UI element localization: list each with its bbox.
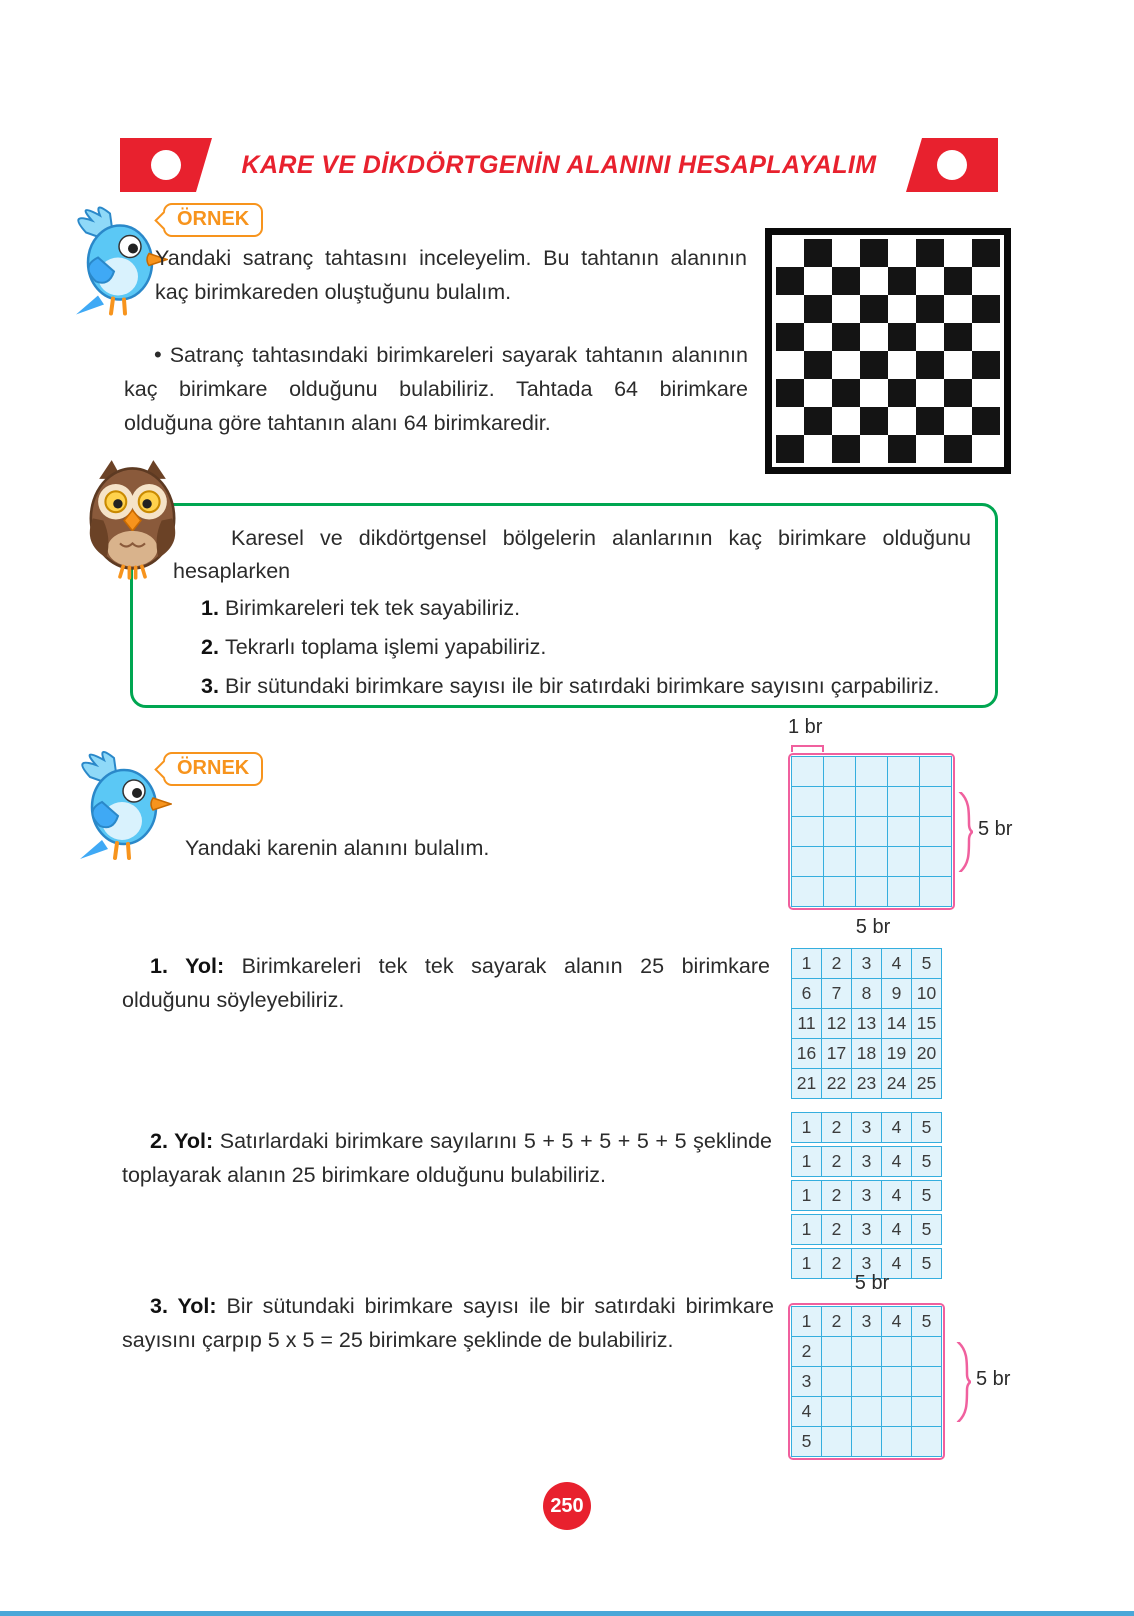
grid-cell: 1 (791, 1112, 822, 1143)
grid-cell (776, 351, 804, 379)
method3-title: 3. Yol: (150, 1294, 217, 1318)
grid-cell: 4 (881, 1248, 912, 1279)
grid-cell (832, 435, 860, 463)
grid-cell: 8 (851, 978, 882, 1009)
grid-cell: 3 (851, 948, 882, 979)
grid-row (791, 876, 952, 907)
grid-cell (881, 1366, 912, 1397)
grid-cell: 2 (821, 948, 852, 979)
grid-cell (832, 267, 860, 295)
grid-cell (855, 876, 888, 907)
grid-cell: 25 (911, 1068, 942, 1099)
grid-cell (832, 323, 860, 351)
grid-row (791, 1008, 942, 1039)
grid-cell (791, 756, 824, 787)
grid-row (791, 1306, 942, 1337)
grid-cell (887, 756, 920, 787)
grid-row (776, 295, 1000, 323)
grid-cell (944, 407, 972, 435)
method2-text: Satırlardaki birimkare sayılarını 5 + 5 + 5 + 5 + 5 şeklinde toplayarak alanın 25 birimkare olduğunu bulabiliriz. (122, 1129, 772, 1187)
grid-cell: 7 (821, 978, 852, 1009)
grid-cell (860, 435, 888, 463)
grid-row (791, 948, 942, 979)
chapter-banner (120, 138, 998, 192)
grid-cell: 17 (821, 1038, 852, 1069)
grid-cell: 3 (851, 1248, 882, 1279)
grid-cell (881, 1426, 912, 1457)
grid-cell (821, 1336, 852, 1367)
grid-cell (944, 323, 972, 351)
grid-cell: 3 (851, 1146, 882, 1177)
unit-label-1br: 1 br (788, 716, 823, 738)
grid-cell (791, 816, 824, 847)
grid-row (791, 1336, 942, 1367)
item-text: Birimkareleri tek tek sayabiliriz. (224, 595, 521, 620)
grid-cell (776, 435, 804, 463)
grid-cell (911, 1426, 942, 1457)
grid-cell: 16 (791, 1038, 822, 1069)
page-bottom-edge (0, 1611, 1134, 1616)
method1-paragraph (122, 950, 770, 1018)
grid-cell (855, 816, 888, 847)
grid-cell (860, 407, 888, 435)
grid-cell (888, 295, 916, 323)
grid-cell (776, 267, 804, 295)
grid-cell: 5 (911, 1306, 942, 1337)
info-box (130, 503, 998, 708)
item-number: 3. (201, 673, 219, 698)
grid-cell (791, 786, 824, 817)
grid-cell (919, 756, 952, 787)
grid-cell: 1 (791, 1214, 822, 1245)
grid-cell (972, 323, 1000, 351)
method1-numbered-grid (791, 948, 942, 1099)
grid-cell (776, 295, 804, 323)
grid-cell: 18 (851, 1038, 882, 1069)
grid-row (791, 1426, 942, 1457)
grid-cell (804, 379, 832, 407)
method2-row-grid (791, 1112, 942, 1279)
grid-row (791, 1112, 942, 1143)
item-number: 2. (201, 634, 219, 659)
grid-cell: 1 (791, 1146, 822, 1177)
right-brace-icon (956, 1342, 972, 1427)
grid-cell: 5 (791, 1426, 822, 1457)
grid-row (791, 756, 952, 787)
grid-cell: 1 (791, 1248, 822, 1279)
grid-cell: 12 (821, 1008, 852, 1039)
grid-row (791, 1068, 942, 1099)
grid-cell: 1 (791, 1180, 822, 1211)
banner-right-circle-icon (937, 150, 967, 180)
grid-row (791, 1180, 942, 1211)
grid-cell (916, 435, 944, 463)
grid-cell (821, 1366, 852, 1397)
grid-cell (823, 816, 856, 847)
grid-cell: 3 (791, 1366, 822, 1397)
banner-left-cap (120, 138, 212, 192)
unit-label-5br-right: 5 br (978, 818, 1013, 840)
grid-cell (888, 351, 916, 379)
grid-row (776, 407, 1000, 435)
grid-cell: 5 (911, 1214, 942, 1245)
grid-cell (888, 323, 916, 351)
grid-cell (944, 295, 972, 323)
grid-cell: 15 (911, 1008, 942, 1039)
grid-cell (776, 379, 804, 407)
grid-cell (919, 846, 952, 877)
grid-cell: 2 (821, 1180, 852, 1211)
unit-label-5br-bottom: 5 br (855, 916, 891, 938)
grid-cell (823, 786, 856, 817)
ornek-badge (163, 752, 263, 786)
example2-text: Yandaki karenin alanını bulalım. (185, 836, 490, 860)
method2-title: 2. Yol: (150, 1129, 214, 1153)
grid-cell (855, 846, 888, 877)
grid-cell: 19 (881, 1038, 912, 1069)
grid-row (791, 978, 942, 1009)
grid-cell (919, 786, 952, 817)
grid-cell (823, 876, 856, 907)
method3-square-frame (788, 1303, 945, 1460)
grid-cell (832, 351, 860, 379)
grid-cell (911, 1396, 942, 1427)
grid-cell (851, 1336, 882, 1367)
grid-cell: 4 (881, 1180, 912, 1211)
grid-cell (804, 407, 832, 435)
grid-cell (860, 239, 888, 267)
grid-row (776, 351, 1000, 379)
grid-cell (888, 267, 916, 295)
item-text: Bir sütundaki birimkare sayısı ile bir satırdaki birimkare sayısını çarpabiliriz. (224, 673, 940, 698)
grid-cell (823, 846, 856, 877)
grid-cell (832, 295, 860, 323)
grid-cell: 4 (881, 1112, 912, 1143)
grid-cell: 2 (821, 1248, 852, 1279)
page-number-badge (543, 1482, 591, 1530)
grid-cell: 2 (791, 1336, 822, 1367)
grid-cell (972, 267, 1000, 295)
grid-row (791, 786, 952, 817)
grid-cell: 14 (881, 1008, 912, 1039)
example-square-frame (788, 753, 955, 910)
grid-cell (916, 379, 944, 407)
grid-cell (887, 846, 920, 877)
grid-cell (776, 239, 804, 267)
grid-cell: 23 (851, 1068, 882, 1099)
method1-text: Birimkareleri tek tek sayarak alanın 25 birimkare olduğunu söyleyebiliriz. (122, 954, 770, 1012)
grid-cell: 5 (911, 1248, 942, 1279)
chessboard (765, 228, 1011, 474)
right-brace-icon (958, 792, 974, 877)
grid-cell (851, 1396, 882, 1427)
grid-cell: 3 (851, 1180, 882, 1211)
grid-row (791, 816, 952, 847)
grid-cell: 9 (881, 978, 912, 1009)
grid-cell (855, 756, 888, 787)
grid-cell: 2 (821, 1214, 852, 1245)
grid-cell: 21 (791, 1068, 822, 1099)
grid-cell: 5 (911, 1112, 942, 1143)
grid-cell (916, 239, 944, 267)
grid-row (791, 1038, 942, 1069)
owl-mascot-icon (80, 458, 185, 588)
info-box-item (201, 667, 971, 706)
unit-label-5br-top: 5 br (854, 1272, 890, 1294)
grid-cell (860, 323, 888, 351)
grid-cell (972, 239, 1000, 267)
grid-cell (823, 756, 856, 787)
grid-cell (888, 407, 916, 435)
method3-text: Bir sütundaki birimkare sayısı ile bir satırdaki birimkare sayısını çarpıp 5 x 5 = 25 birimkare şeklinde de bulabiliriz. (122, 1294, 774, 1352)
grid-row (776, 379, 1000, 407)
grid-cell: 4 (881, 1214, 912, 1245)
grid-cell (916, 407, 944, 435)
grid-cell (804, 435, 832, 463)
grid-cell: 1 (791, 1306, 822, 1337)
grid-row (791, 846, 952, 877)
grid-cell: 4 (881, 1146, 912, 1177)
grid-cell: 5 (911, 1146, 942, 1177)
grid-cell: 3 (851, 1306, 882, 1337)
grid-cell (972, 351, 1000, 379)
bullet-dot: • (154, 342, 162, 367)
grid-cell: 4 (791, 1396, 822, 1427)
grid-cell: 11 (791, 1008, 822, 1039)
grid-cell (881, 1396, 912, 1427)
grid-cell (791, 846, 824, 877)
item-number: 1. (201, 595, 219, 620)
grid-cell (944, 351, 972, 379)
grid-row (791, 1146, 942, 1177)
grid-row (776, 239, 1000, 267)
grid-cell (972, 379, 1000, 407)
grid-cell (860, 351, 888, 379)
grid-cell: 4 (881, 1306, 912, 1337)
grid-cell: 22 (821, 1068, 852, 1099)
grid-cell (821, 1426, 852, 1457)
grid-row (776, 267, 1000, 295)
info-box-item (201, 589, 971, 628)
grid-row (791, 1214, 942, 1245)
method3-paragraph (122, 1290, 774, 1358)
example1-paragraph-2-text: Satranç tahtasındaki birimkareleri sayarak tahtanın alanının kaç birimkare olduğunu bulabiliriz. Tahtada 64 birimkare olduğuna göre tahtanın alanı 64 birimkaredir. (124, 343, 748, 435)
info-box-intro: Karesel ve dikdörtgensel bölgelerin alanlarının kaç birimkare olduğunu hesaplarken (173, 526, 971, 584)
one-unit-marker-icon (791, 745, 824, 752)
grid-cell (776, 323, 804, 351)
grid-cell (944, 239, 972, 267)
grid-cell (804, 323, 832, 351)
grid-cell: 10 (911, 978, 942, 1009)
grid-cell: 13 (851, 1008, 882, 1039)
grid-cell (888, 435, 916, 463)
grid-cell (916, 295, 944, 323)
grid-cell (855, 786, 888, 817)
grid-cell (860, 267, 888, 295)
grid-cell: 3 (851, 1214, 882, 1245)
method3-grid (791, 1306, 942, 1457)
grid-cell (881, 1336, 912, 1367)
grid-cell (860, 295, 888, 323)
page-number: 250 (550, 1494, 584, 1517)
method2-paragraph (122, 1125, 772, 1193)
grid-cell (916, 351, 944, 379)
grid-cell (944, 435, 972, 463)
ornek-badge-label: ÖRNEK (177, 208, 250, 230)
grid-row (776, 323, 1000, 351)
example1-paragraph-1: Yandaki satranç tahtasını inceleyelim. Bu tahtanın alanının kaç birimkareden oluştuğunu bulalım. (155, 246, 747, 304)
grid-cell (911, 1366, 942, 1397)
grid-cell: 2 (821, 1146, 852, 1177)
grid-cell (776, 407, 804, 435)
grid-row (791, 1366, 942, 1397)
grid-cell (919, 876, 952, 907)
grid-cell (804, 295, 832, 323)
bird-mascot-icon (72, 740, 172, 875)
banner-right-cap (906, 138, 998, 192)
grid-cell (851, 1426, 882, 1457)
grid-cell (791, 876, 824, 907)
grid-cell (887, 876, 920, 907)
grid-cell (851, 1366, 882, 1397)
grid-cell (887, 816, 920, 847)
ornek-badge-label: ÖRNEK (177, 757, 250, 779)
grid-cell (888, 239, 916, 267)
grid-cell (919, 816, 952, 847)
grid-cell (888, 379, 916, 407)
grid-cell: 24 (881, 1068, 912, 1099)
item-text: Tekrarlı toplama işlemi yapabiliriz. (224, 634, 547, 659)
method1-title: 1. Yol: (150, 954, 225, 978)
grid-cell (887, 786, 920, 817)
grid-cell (860, 379, 888, 407)
example-square-grid (791, 756, 952, 907)
grid-cell: 6 (791, 978, 822, 1009)
grid-cell (804, 239, 832, 267)
grid-cell (944, 267, 972, 295)
banner-left-circle-icon (151, 150, 181, 180)
grid-cell: 1 (791, 948, 822, 979)
ornek-badge (163, 203, 263, 237)
grid-cell (916, 267, 944, 295)
grid-cell (821, 1396, 852, 1427)
grid-row (791, 1396, 942, 1427)
example1-paragraph-2 (124, 338, 748, 441)
grid-cell (916, 323, 944, 351)
info-box-item (201, 628, 971, 667)
grid-cell (972, 407, 1000, 435)
grid-cell (832, 239, 860, 267)
grid-cell: 3 (851, 1112, 882, 1143)
grid-cell (804, 267, 832, 295)
grid-cell (832, 407, 860, 435)
grid-cell: 5 (911, 948, 942, 979)
unit-label-5br-right2: 5 br (976, 1368, 1011, 1390)
page-title: KARE VE DİKDÖRTGENİN ALANINI HESAPLAYALIM (241, 150, 877, 179)
grid-cell (972, 435, 1000, 463)
grid-cell: 2 (821, 1112, 852, 1143)
grid-cell: 20 (911, 1038, 942, 1069)
grid-cell (804, 351, 832, 379)
grid-cell (972, 295, 1000, 323)
bird-mascot-icon (68, 198, 168, 328)
grid-cell (944, 379, 972, 407)
grid-cell: 5 (911, 1180, 942, 1211)
grid-cell (832, 379, 860, 407)
grid-cell: 4 (881, 948, 912, 979)
grid-cell: 2 (821, 1306, 852, 1337)
grid-row (776, 435, 1000, 463)
grid-cell (911, 1336, 942, 1367)
